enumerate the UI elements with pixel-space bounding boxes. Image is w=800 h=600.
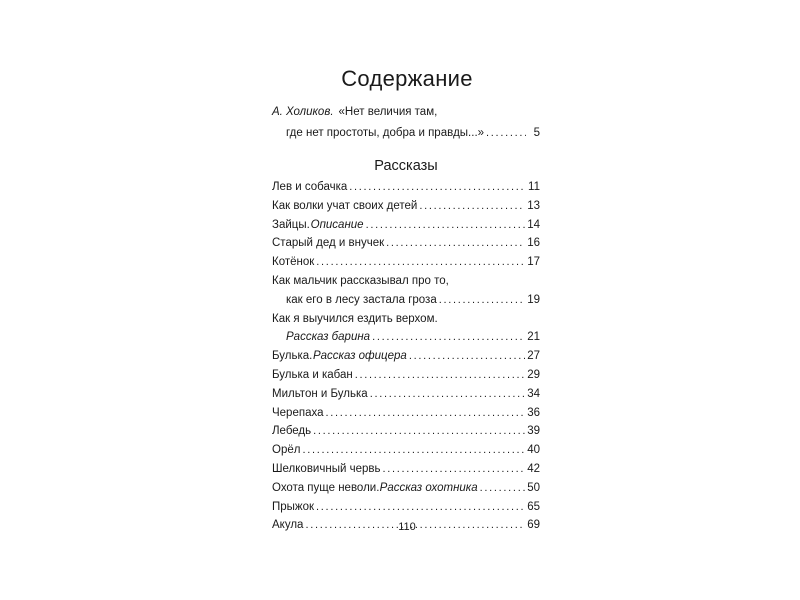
dot-leader (326, 404, 526, 423)
intro-line-2 (272, 123, 540, 144)
entry-title: Котёнок (272, 256, 315, 269)
entry-page-number: 11 (528, 181, 540, 193)
entry-subtitle: Рассказ барина (286, 331, 371, 344)
toc-entry (272, 178, 540, 197)
entry-title: Мильтон и Булька (272, 387, 368, 400)
entry-page-number: 40 (527, 444, 540, 457)
entry-title: Черепаха (272, 406, 324, 419)
dot-leader (370, 385, 526, 404)
page-number: 110 (398, 521, 416, 533)
entry-title: Орёл (272, 444, 301, 457)
entry-page-number: 34 (527, 387, 540, 400)
toc-entry (272, 385, 540, 404)
section-heading: Рассказы (374, 158, 438, 174)
dot-leader (366, 216, 526, 235)
dot-leader (316, 253, 525, 272)
intro-page-number: 5 (533, 127, 540, 139)
entry-title: Прыжок (272, 500, 315, 513)
dot-leader (382, 460, 525, 479)
dot-leader (386, 234, 525, 253)
dot-leader (409, 347, 525, 366)
dot-leader (355, 366, 525, 385)
entry-page-number: 19 (527, 293, 540, 306)
toc-entry-first-line (272, 272, 540, 291)
intro-author: А. Холиков. (272, 106, 334, 118)
toc-entry (272, 366, 540, 385)
dot-leader (302, 441, 525, 460)
entry-title: Старый дед и внучек (272, 237, 385, 250)
toc-entry (272, 498, 540, 517)
toc-entry (272, 460, 540, 479)
entry-page-number: 21 (527, 331, 540, 344)
toc-entry (272, 347, 540, 366)
entry-page-number: 36 (527, 406, 540, 419)
entry-subtitle: Описание (310, 218, 364, 231)
intro-quote-part-1: «Нет величия там, (338, 106, 438, 118)
entry-title: Зайцы. (272, 218, 310, 231)
entry-page-number: 27 (527, 350, 540, 363)
entry-title: Охота пуще неволи. (272, 481, 380, 494)
toc-entry-continuation (272, 291, 540, 310)
entry-title: Лебедь (272, 425, 312, 438)
dot-leader (419, 197, 525, 216)
dot-leader (439, 291, 525, 310)
entry-subtitle: Рассказ охотника (379, 481, 478, 494)
entry-title: Акула (272, 519, 304, 532)
toc-entry (272, 422, 540, 441)
entry-page-number: 13 (527, 199, 540, 212)
entry-title: Лев и собачка (272, 181, 348, 193)
entry-page-number: 17 (527, 256, 540, 269)
entry-page-number: 42 (527, 462, 540, 475)
dot-leader (349, 178, 526, 197)
entry-title-continuation: как его в лесу застала гроза (286, 293, 437, 306)
entry-title: Как мальчик рассказывал про то, (272, 274, 449, 287)
entry-title: Булька и кабан (272, 368, 353, 381)
dot-leader (372, 328, 525, 347)
intro-quote-part-2: где нет простоты, добра и правды...» (286, 127, 485, 139)
entry-subtitle: Рассказ офицера (312, 350, 407, 363)
toc-entry (272, 216, 540, 235)
entry-page-number: 69 (527, 519, 540, 532)
intro-line-1 (272, 102, 540, 123)
entry-page-number: 16 (527, 237, 540, 250)
toc-entry-continuation (272, 328, 540, 347)
entry-page-number: 39 (527, 425, 540, 438)
toc-entry (272, 197, 540, 216)
toc-entry (272, 404, 540, 423)
entry-title: Булька. (272, 350, 313, 363)
dot-leader (480, 479, 526, 498)
entry-title: Как волки учат своих детей (272, 199, 418, 212)
entry-page-number: 50 (527, 481, 540, 494)
entry-page-number: 65 (527, 500, 540, 513)
entry-page-number: 14 (527, 218, 540, 231)
toc-entry (272, 234, 540, 253)
toc-entry (272, 441, 540, 460)
dot-leader (316, 498, 525, 517)
toc-entry (272, 253, 540, 272)
intro-entry (272, 102, 540, 144)
dot-leader (486, 123, 526, 144)
entry-page-number: 29 (527, 368, 540, 381)
page-title: Содержание (341, 66, 473, 91)
dot-leader (313, 422, 525, 441)
stories-list (272, 178, 540, 535)
entry-title: Как я выучился ездить верхом. (272, 312, 438, 325)
entry-title: Шелковичный червь (272, 462, 381, 475)
toc-entry-first-line (272, 310, 540, 329)
toc-entry (272, 479, 540, 498)
